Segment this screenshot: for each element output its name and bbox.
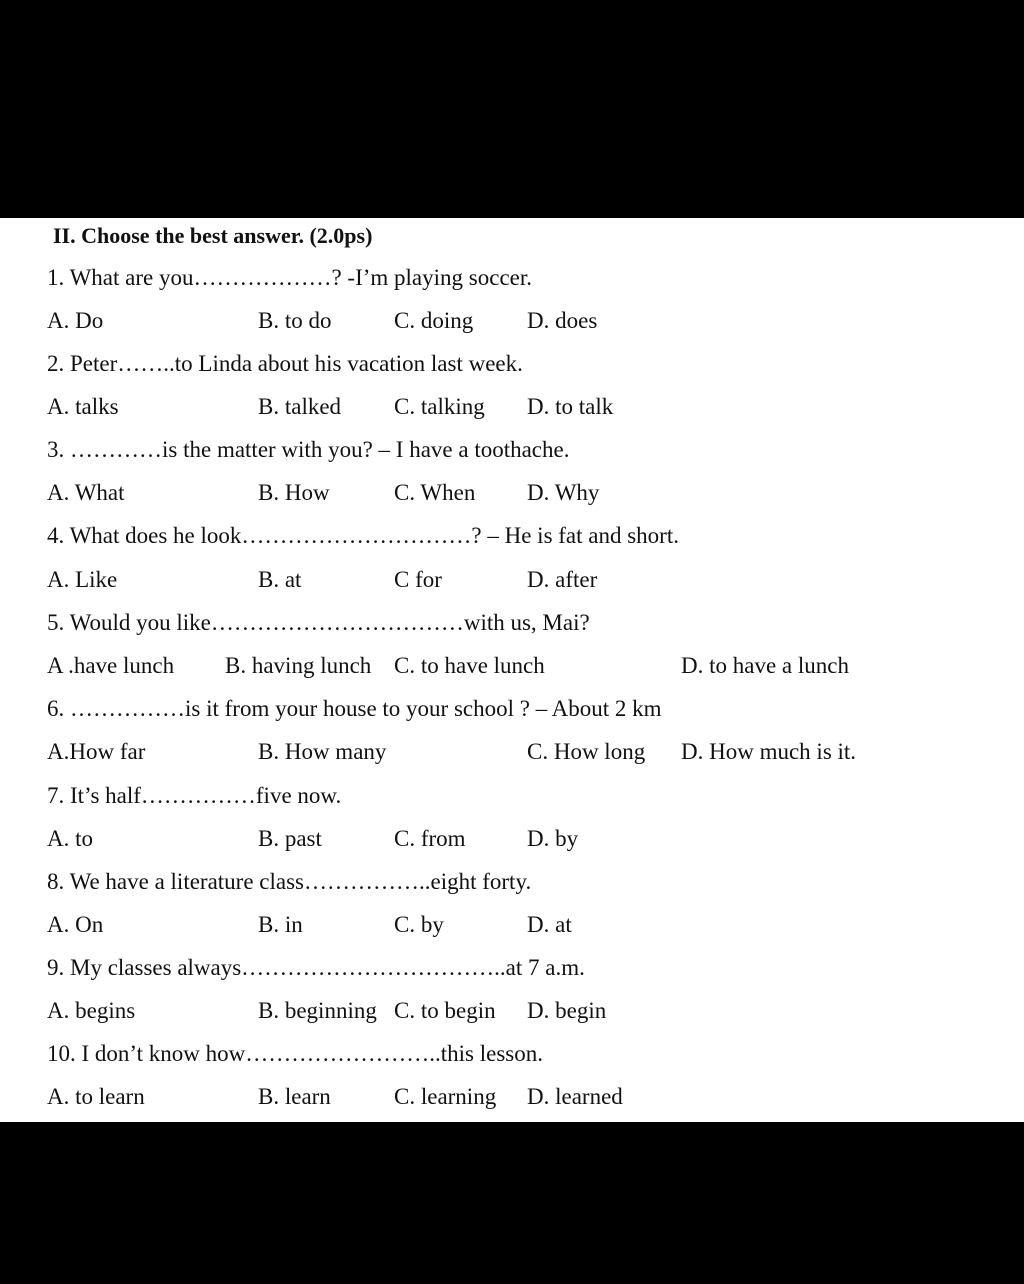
- question-10: 10. I don’t know how……………………..this lesson.: [47, 1041, 543, 1066]
- question-5: 5. Would you like……………………………with us, Mai?: [47, 610, 590, 635]
- q1-option-a: A. Do: [47, 308, 104, 333]
- q7-option-a: A. to: [47, 826, 93, 851]
- q4-option-d: D. after: [527, 567, 598, 592]
- q9-option-d: D. begin: [527, 998, 607, 1023]
- q1-option-d: D. does: [527, 308, 598, 333]
- q7-option-d: D. by: [527, 826, 579, 851]
- q1-option-b: B. to do: [258, 308, 332, 333]
- q5-option-c: C. to have lunch: [394, 653, 545, 678]
- q4-option-c: C for: [394, 567, 442, 592]
- q8-option-c: C. by: [394, 912, 444, 937]
- q6-option-a: A.How far: [47, 739, 146, 764]
- question-9: 9. My classes always……………………………..at 7 a.m.: [47, 955, 585, 980]
- q2-option-a: A. talks: [47, 394, 119, 419]
- q3-option-d: D. Why: [527, 480, 600, 505]
- worksheet-page: [0, 218, 1024, 1122]
- q9-option-c: C. to begin: [394, 998, 496, 1023]
- question-4: 4. What does he look…………………………? – He is fat and short.: [47, 523, 679, 548]
- question-6: 6. ……………is it from your house to your school ? – About 2 km: [47, 696, 662, 721]
- q10-option-d: D. learned: [527, 1084, 623, 1109]
- q4-option-a: A. Like: [47, 567, 118, 592]
- q6-option-d: D. How much is it.: [681, 739, 857, 764]
- q2-option-d: D. to talk: [527, 394, 614, 419]
- q3-option-c: C. When: [394, 480, 476, 505]
- question-3: 3. …………is the matter with you? – I have a toothache.: [47, 437, 570, 462]
- q4-option-b: B. at: [258, 567, 302, 592]
- question-7: 7. It’s half……………five now.: [47, 783, 342, 808]
- q10-option-a: A. to learn: [47, 1084, 145, 1109]
- q8-option-a: A. On: [47, 912, 104, 937]
- question-8: 8. We have a literature class……………..eight forty.: [47, 869, 532, 894]
- q5-option-a: A .have lunch: [47, 653, 175, 678]
- q9-option-a: A. begins: [47, 998, 136, 1023]
- section-title: II. Choose the best answer. (2.0ps): [53, 223, 373, 248]
- q7-option-c: C. from: [394, 826, 466, 851]
- question-1: 1. What are you………………? -I’m playing soccer.: [47, 265, 532, 290]
- q5-option-d: D. to have a lunch: [681, 653, 849, 678]
- question-2: 2. Peter……..to Linda about his vacation last week.: [47, 351, 523, 376]
- q9-option-b: B. beginning: [258, 998, 377, 1023]
- q3-option-b: B. How: [258, 480, 330, 505]
- q8-option-b: B. in: [258, 912, 303, 937]
- q10-option-b: B. learn: [258, 1084, 331, 1109]
- q2-option-b: B. talked: [258, 394, 342, 419]
- q7-option-b: B. past: [258, 826, 322, 851]
- q5-option-b: B. having lunch: [225, 653, 372, 678]
- q3-option-a: A. What: [47, 480, 125, 505]
- q2-option-c: C. talking: [394, 394, 485, 419]
- q8-option-d: D. at: [527, 912, 572, 937]
- q1-option-c: C. doing: [394, 308, 474, 333]
- q6-option-b: B. How many: [258, 739, 387, 764]
- q10-option-c: C. learning: [394, 1084, 497, 1109]
- q6-option-c: C. How long: [527, 739, 646, 764]
